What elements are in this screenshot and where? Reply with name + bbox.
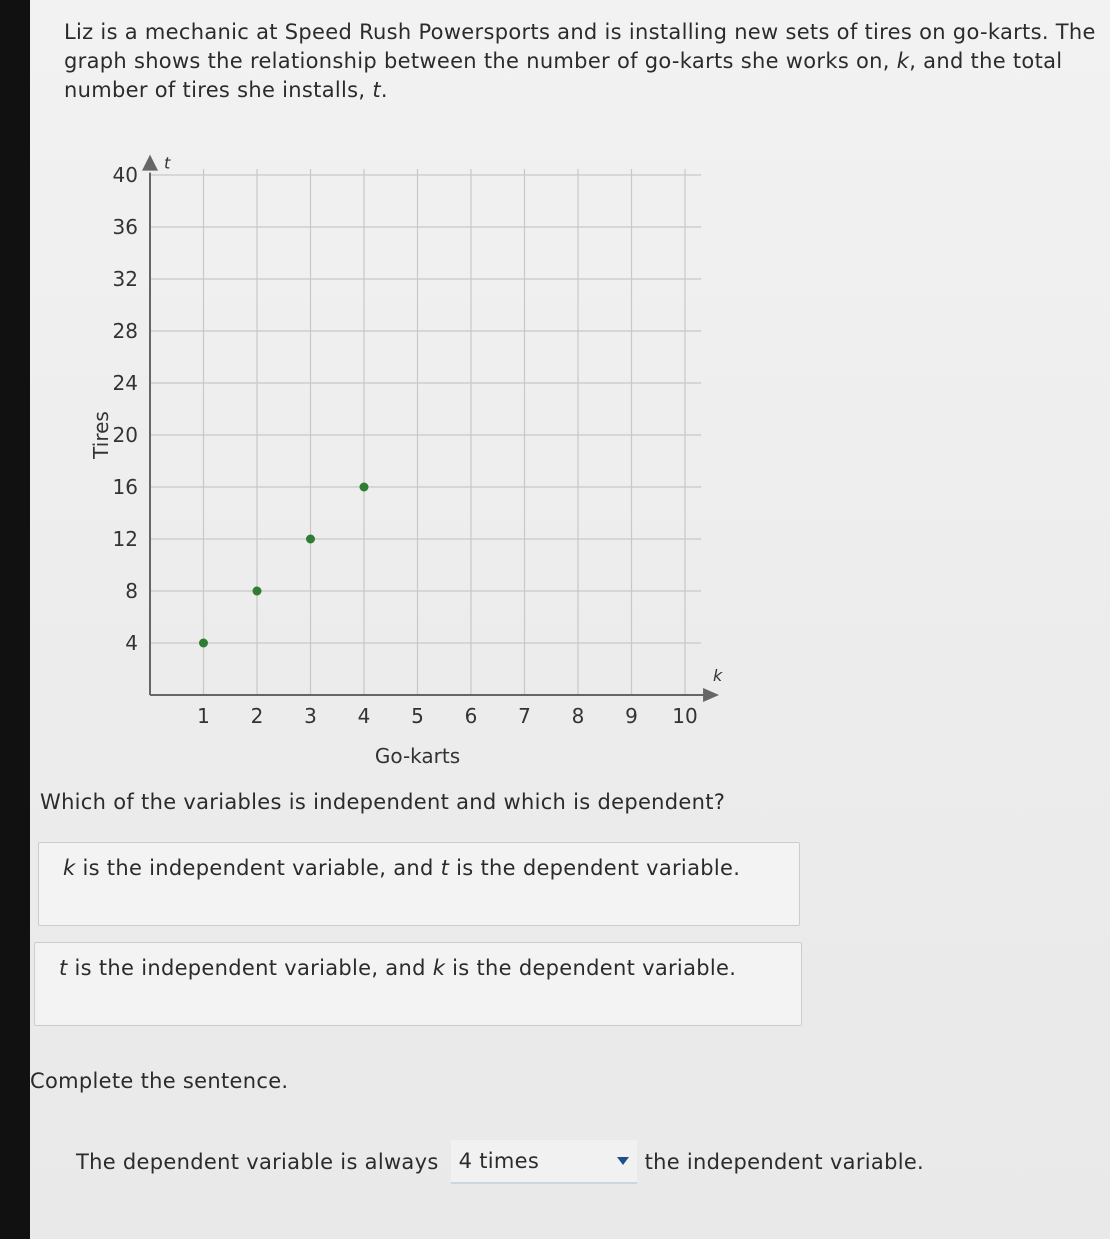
- problem-text-1: Liz is a mechanic at Speed Rush Powersports and is installing new sets of tires on go-karts. The graph shows the relationship between the number of go-karts she works on,: [64, 20, 1096, 73]
- sentence-prefix: The dependent variable is always: [76, 1150, 439, 1174]
- x-tick-label: 6: [464, 704, 478, 728]
- y-tick-label: 12: [112, 527, 138, 551]
- y-tick-label: 36: [112, 215, 138, 239]
- y-tick-label: 24: [112, 371, 138, 395]
- x-axis-title: Go-karts: [374, 744, 461, 768]
- problem-statement: [64, 18, 1104, 105]
- var-t: t: [372, 78, 381, 102]
- choice-2-end: is the dependent variable.: [445, 956, 737, 980]
- choice-1-end: is the dependent variable.: [449, 856, 741, 880]
- x-tick-label: 5: [411, 704, 424, 728]
- y-axis-arrow-icon: [142, 155, 158, 171]
- sentence-suffix: the independent variable.: [644, 1150, 925, 1174]
- x-tick-label: 7: [518, 704, 531, 728]
- chevron-down-icon: [617, 1157, 629, 1165]
- complete-sentence-heading: Complete the sentence.: [30, 1069, 289, 1093]
- y-axis-variable: t: [164, 153, 171, 173]
- data-point: [306, 535, 315, 544]
- x-tick-label: 4: [357, 704, 371, 728]
- relationship-dropdown[interactable]: [451, 1140, 637, 1184]
- y-tick-label: 20: [112, 423, 138, 447]
- y-tick-label: 16: [112, 475, 138, 499]
- choice-t-independent[interactable]: [34, 942, 802, 1026]
- choice-1-var-b: t: [440, 856, 450, 880]
- data-point: [360, 483, 369, 492]
- problem-text-3: .: [380, 78, 388, 102]
- var-k: k: [896, 49, 910, 73]
- y-tick-label: 40: [112, 163, 138, 187]
- sentence-row: [76, 1140, 924, 1184]
- tires-vs-gokarts-chart: [80, 125, 740, 775]
- choice-2-mid: is the independent variable, and: [67, 956, 433, 980]
- x-tick-label: 10: [672, 704, 698, 728]
- data-point: [199, 639, 208, 648]
- choice-1-var-a: k: [63, 856, 76, 880]
- dropdown-selected-value: 4 times: [458, 1149, 540, 1173]
- y-tick-label: 28: [112, 319, 138, 343]
- x-tick-label: 9: [625, 704, 638, 728]
- x-axis-arrow-icon: [703, 688, 719, 702]
- y-axis-title: Tires: [89, 411, 113, 459]
- choice-1-mid: is the independent variable, and: [75, 856, 441, 880]
- problem-text-2: , and the total number of tires she installs,: [64, 49, 1063, 102]
- choice-k-independent[interactable]: [38, 842, 800, 926]
- x-tick-label: 1: [197, 704, 210, 728]
- choice-2-var-a: t: [59, 956, 68, 980]
- y-tick-label: 4: [125, 631, 138, 655]
- x-axis-variable: k: [713, 666, 723, 685]
- choice-2-var-b: k: [432, 956, 446, 980]
- x-tick-label: 8: [571, 704, 585, 728]
- data-point: [253, 587, 262, 596]
- question-text: Which of the variables is independent and which is dependent?: [40, 790, 726, 814]
- y-tick-label: 32: [112, 267, 138, 291]
- x-tick-label: 2: [250, 704, 264, 728]
- device-bezel: [0, 0, 30, 1239]
- y-tick-label: 8: [125, 579, 138, 603]
- x-tick-label: 3: [304, 704, 317, 728]
